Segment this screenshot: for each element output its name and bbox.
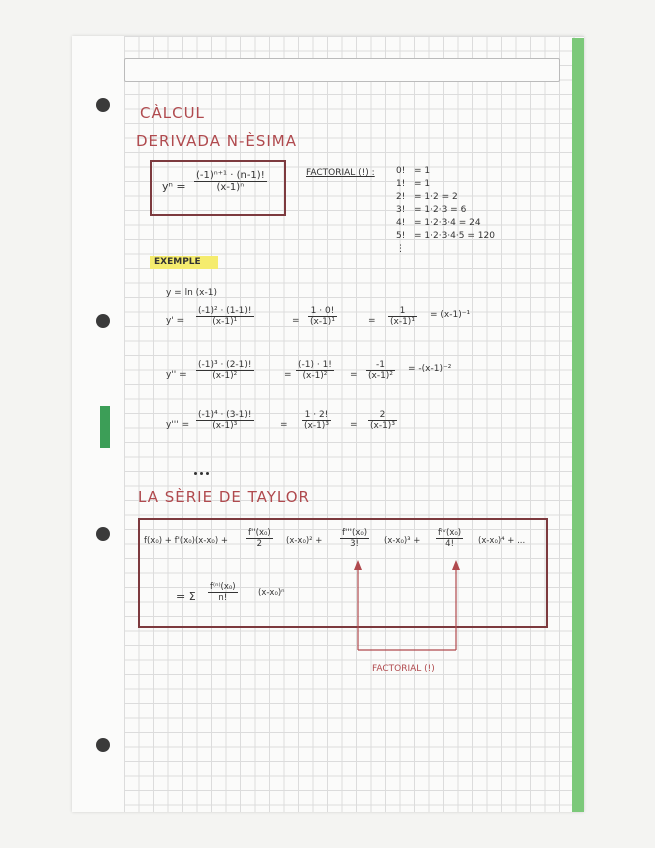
factorial-row-left: 1! — [396, 179, 406, 189]
factorial-row-left: ⋮ — [396, 244, 405, 254]
factorial-row-right: = 1·2·3·4 = 24 — [414, 218, 481, 228]
equals-sign: = — [368, 316, 376, 326]
numerator: (-1)³ · (2-1)! — [198, 360, 252, 370]
factorial-row-right: = 1·2·3·4·5 = 120 — [414, 231, 495, 241]
denominator: (x-1)¹ — [310, 317, 335, 327]
heading-taylor: LA SÈRIE DE TAYLOR — [138, 488, 310, 506]
numerator: 1 — [399, 306, 406, 316]
denominator: n! — [218, 593, 228, 603]
equals-sign: = — [280, 420, 288, 430]
equals-sign: = — [350, 370, 358, 380]
denominator: (x-1)² — [302, 371, 328, 381]
factorial-row-right: = 1 — [414, 166, 431, 176]
factorial-row-left: 3! — [396, 205, 406, 215]
heading-calcul: CÀLCUL — [140, 104, 205, 122]
taylor-term-4-power: (x-x₀)⁴ + ... — [478, 536, 526, 546]
derivative-3-lhs: y''' = — [166, 420, 190, 430]
denominator: (x-1)¹ — [390, 317, 415, 327]
numerator: f⁽ⁿ⁾(x₀) — [210, 582, 236, 592]
derivative-1-result: = (x-1)⁻¹ — [430, 310, 471, 320]
denominator: (x-1)³ — [212, 421, 238, 431]
taylor-term-1: f(x₀) + f'(x₀)(x-x₀) + — [144, 536, 228, 546]
equals-sign: = — [292, 316, 300, 326]
denominator: (x-1)² — [368, 371, 393, 381]
denominator: 2 — [256, 539, 263, 549]
numerator: f'''(x₀) — [342, 528, 368, 538]
denominator: 4! — [445, 539, 454, 549]
taylor-term-2-power: (x-x₀)² + — [286, 536, 323, 546]
factorial-row-left: 4! — [396, 218, 406, 228]
numerator: f''(x₀) — [248, 528, 271, 538]
denominator: (x-1)¹ — [212, 317, 238, 327]
sum-power: (x-x₀)ⁿ — [258, 588, 285, 598]
taylor-term-3-power: (x-x₀)³ + — [384, 536, 421, 546]
heading-derivada: DERIVADA N-ÈSIMA — [136, 132, 298, 150]
derivative-2-result: = -(x-1)⁻² — [408, 364, 452, 374]
numerator: 1 · 2! — [304, 410, 329, 420]
equals-sign: = — [350, 420, 358, 430]
factorial-row-right: = 1·2 = 2 — [414, 192, 458, 202]
numerator: (-1)² · (1-1)! — [198, 306, 252, 316]
factorial-note: FACTORIAL (!) — [372, 664, 435, 674]
heading-exemple: EXEMPLE — [154, 257, 201, 267]
formula-numerator: (-1)ⁿ⁺¹ · (n-1)! — [196, 170, 265, 181]
numerator: (-1) · 1! — [298, 360, 332, 370]
numerator: 2 — [379, 410, 386, 420]
derivative-1-lhs: y' = — [166, 316, 185, 326]
numerator: 1 · 0! — [310, 306, 335, 316]
factorial-row-left: 2! — [396, 192, 406, 202]
factorial-row-left: 5! — [396, 231, 406, 241]
factorial-row-right: = 1·2·3 = 6 — [414, 205, 467, 215]
example-function: y = ln (x-1) — [166, 288, 217, 298]
numerator: (-1)⁴ · (3-1)! — [198, 410, 252, 420]
formula-lhs: yⁿ = — [162, 180, 186, 193]
factorial-label: FACTORIAL (!) : — [306, 168, 375, 178]
derivative-2-lhs: y'' = — [166, 370, 187, 380]
factorial-row-left: 0! — [396, 166, 406, 176]
numerator: -1 — [375, 360, 385, 370]
denominator: (x-1)² — [212, 371, 238, 381]
formula-denominator: (x-1)ⁿ — [216, 182, 245, 193]
equals-sign: = — [284, 370, 292, 380]
denominator: 3! — [350, 539, 359, 549]
factorial-row-right: = 1 — [414, 179, 431, 189]
denominator: (x-1)³ — [304, 421, 329, 431]
numerator: fⁱᵛ(x₀) — [438, 528, 462, 538]
sum-symbol: = Σ — [176, 590, 196, 603]
denominator: (x-1)³ — [370, 421, 395, 431]
